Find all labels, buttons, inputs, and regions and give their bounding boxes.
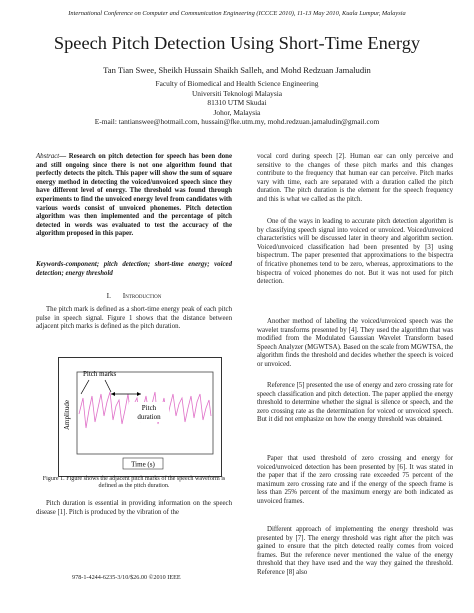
keywords-paragraph: Keywords-component; pitch detection; short-time energy; voiced detection; energy threshold — [36, 261, 232, 277]
right-paragraph-6: Different approach of implementing the energy threshold was presented by [7]. The energy threshold was right after the pitch was gained to ensure that the pitch detected really comes from voiced frames. But the reference never mentioned the value of the energy threshold that they have used and the way they gained the threshold. Reference [8] also — [257, 526, 453, 576]
amplitude-axis-label: Amplitude — [63, 400, 71, 430]
right-paragraph-2: One of the ways in leading to accurate pitch detection algorithm is by classifying speech signal into voiced or unvoiced. Voiced/unvoiced characteristics will be discussed later in theory and algorithm section. Voiced/unvoiced classification had been presented by [3] using bispectrum. The paper presented that approximations to the bispectra of fricative phonemes tend to be zero, whereas, approximations to the bispectra of voiced phonemes do not. But it was not used for pitch detection. — [257, 218, 453, 286]
intro-paragraph-1: The pitch mark is defined as a short-time energy peak of each pitch pulse in speech signal. Figure 1 shows that the distance between adjacent pitch marks is defined as the pitch duration. — [36, 306, 232, 331]
figure-1-caption: Figure 1. Figure shows the adjacent pitch marks of the speech waveform is defined as the pitch duration. — [42, 476, 226, 490]
right-paragraph-3: Another method of labeling the voiced/unvoiced speech was the wavelet transforms presented by [4]. They used the algorithm that was modified from the Modulated Gaussian Wavelet Transform based Speech Analyzer (MGWTSA). Based on the scale from MGWTSA, the algorithm finds the threshold and decides whether the speech is voiced or unvoiced. — [257, 318, 453, 368]
page-footer: 978-1-4244-6235-3/10/$26.00 ©2010 IEEE — [72, 574, 181, 581]
affiliation-faculty: Faculty of Biomedical and Health Science Engineering — [155, 79, 319, 88]
right-paragraph-5: Paper that used threshold of zero crossing and energy for voiced/unvoiced detection has been presented by [6]. It was stated in the paper that if the zero crossing rate exceeded 75 percent of the maximum zero crossing rate and if the energy of the speech frame is less than 25% percent of the maximum energy are both indicated as unvoiced frames. — [257, 455, 453, 505]
affiliation-university: Universiti Teknologi Malaysia — [191, 88, 283, 98]
right-paragraph-4: Reference [5] presented the use of energy and zero crossing rate for speech classification and pitch detection. The paper applied the energy threshold to determine whether the signal is silence or speech, and the zero crossing rate as the determination for voiced or unvoiced speech. But it did not emphasize on how the energy threshold was obtained. — [257, 382, 453, 424]
right-paragraph-1: vocal cord during speech [2]. Human ear can only perceive and sensitive to the changes of these pitch marks and this changes contribute to the frequency that human ear can perceive. Pitch marks vary with time, each are separated with a duration called the pitch duration. The pitch duration is the element for the speech frequency and this is what we called as the pitch. — [257, 153, 453, 203]
affiliation-block — [0, 79, 474, 127]
affiliation-state: Johor, Malaysia — [213, 107, 261, 117]
pitch-duration-label-1: Pitch — [141, 404, 157, 412]
author-list: Tan Tian Swee, Sheikh Hussain Shaikh Salleh, and Mohd Redzuan Jamaludin — [103, 65, 371, 75]
speech-waveform-figure — [59, 358, 221, 476]
abstract-paragraph — [36, 153, 232, 239]
section-heading-introduction — [36, 291, 232, 300]
paper-title: Speech Pitch Detection Using Short-Time Energy — [53, 33, 421, 53]
section-title: Introduction — [122, 291, 162, 300]
affiliation-email: E-mail: tantianswee@hotmail.com, hussain@fke.utm.my, mohd.redzuan.jamaludin@gmail.com — [94, 117, 380, 127]
section-numeral: I. — [106, 291, 111, 300]
affiliation-postcode: 81310 UTM Skudai — [207, 98, 267, 108]
pitch-duration-label-2: duration — [137, 413, 161, 421]
pitch-marks-label: Pitch marks — [83, 370, 117, 378]
conference-header: International Conference on Computer and Communication Engineering (ICCCE 2010), 11-13 May 2010, Kuala Lumpur, Malaysia — [68, 10, 406, 17]
abstract-label: Abstract — [36, 153, 60, 160]
time-axis-label: Time (s) — [131, 460, 155, 469]
intro-paragraph-2: Pitch duration is essential in providing information on the speech disease [1]. Pitch is produced by the vibration of the — [36, 500, 232, 516]
abstract-text: — Research on pitch detection for speech has been done and still ongoing since there is not one algorithm found that perfectly detects the pitch. This paper will show the sum of square energy method in detecting the voiced/unvoiced speech since they have different level of energy. The threshold was found through experiments to find the unvoiced energy level from candidates with various words consist of unvoiced phonemes. Pitch detection algorithm was then implemented and the percentage of pitch detected in words was evaluated to test the accuracy of the algorithm proposed in this paper. — [36, 153, 232, 238]
figure-1 — [58, 357, 222, 477]
